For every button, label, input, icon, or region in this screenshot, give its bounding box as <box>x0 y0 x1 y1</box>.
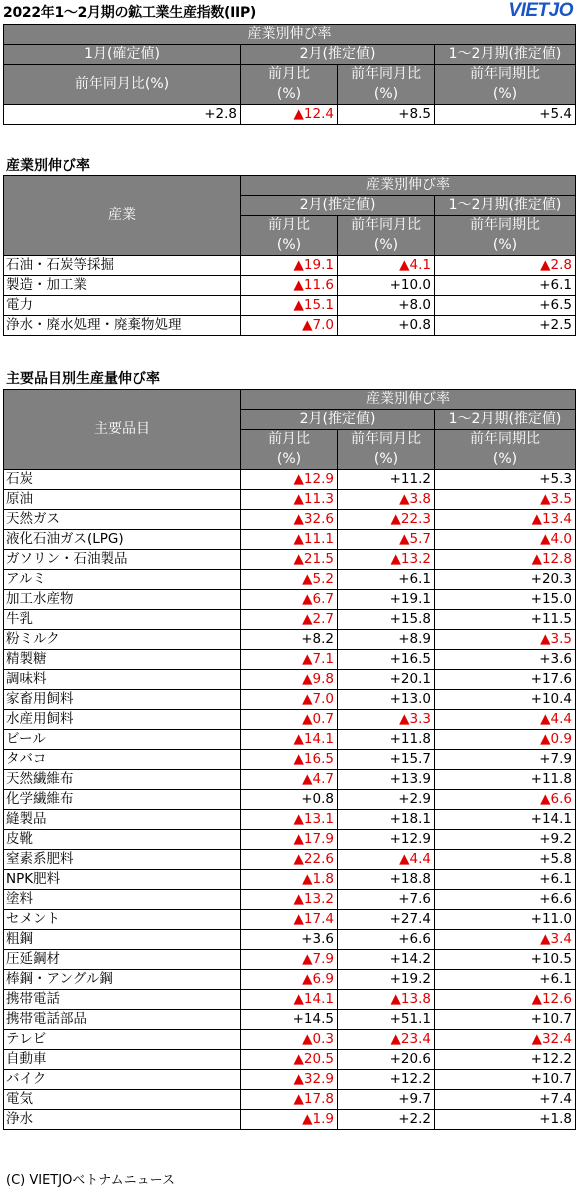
table-row <box>4 710 576 730</box>
table-row <box>4 490 576 510</box>
value-cell: ▲3.5 <box>435 490 576 510</box>
value-cell: +8.2 <box>241 630 338 650</box>
row-label: ガソリン・石油製品 <box>4 550 241 570</box>
sub-header-unit: (%) <box>435 85 576 105</box>
row-label: 窒素系肥料 <box>4 850 241 870</box>
table-row <box>4 750 576 770</box>
value-cell: +9.2 <box>435 830 576 850</box>
table-row <box>4 610 576 630</box>
value-cell: +15.0 <box>435 590 576 610</box>
row-label: 調味料 <box>4 670 241 690</box>
value-cell: ▲22.3 <box>338 510 435 530</box>
value-cell: +16.5 <box>338 650 435 670</box>
value-cell: +8.0 <box>338 296 435 316</box>
table-row <box>4 530 576 550</box>
row-label: 携帯電話部品 <box>4 1010 241 1030</box>
value-cell: +10.4 <box>435 690 576 710</box>
col-header-jan-feb: 1～2月期(推定値) <box>435 45 576 65</box>
value-cell: +2.8 <box>4 105 241 125</box>
row-label: 家畜用飼料 <box>4 690 241 710</box>
value-cell: +8.5 <box>338 105 435 125</box>
table-row <box>4 830 576 850</box>
value-cell: ▲23.4 <box>338 1030 435 1050</box>
vietjo-logo: VIETJO <box>508 0 573 21</box>
page-title: 2022年1～2月期の鉱工業生産指数(IIP) <box>3 5 257 21</box>
row-label: 電力 <box>4 296 241 316</box>
sub-header-unit: (%) <box>338 85 435 105</box>
table-row <box>4 630 576 650</box>
value-cell: ▲4.4 <box>435 710 576 730</box>
value-cell: ▲22.6 <box>241 850 338 870</box>
row-label: 牛乳 <box>4 610 241 630</box>
sub-header-yoy-jan: 前年同月比(%) <box>4 65 241 105</box>
value-cell: ▲6.6 <box>435 790 576 810</box>
value-cell: ▲0.7 <box>241 710 338 730</box>
value-cell: ▲4.1 <box>338 256 435 276</box>
table-header-top: 産業別伸び率 <box>241 390 576 410</box>
value-cell: +2.2 <box>338 1110 435 1130</box>
table-row <box>4 1050 576 1070</box>
value-cell: ▲14.1 <box>241 730 338 750</box>
value-cell: ▲6.9 <box>241 970 338 990</box>
value-cell: +14.2 <box>338 950 435 970</box>
value-cell: ▲7.0 <box>241 316 338 336</box>
value-cell: +6.5 <box>435 296 576 316</box>
value-cell: ▲13.2 <box>338 550 435 570</box>
row-label: 加工水産物 <box>4 590 241 610</box>
row-label: 製造・加工業 <box>4 276 241 296</box>
value-cell: +20.3 <box>435 570 576 590</box>
sub-header-unit: (%) <box>241 236 338 256</box>
table-row <box>4 730 576 750</box>
value-cell: +14.5 <box>241 1010 338 1030</box>
table-row <box>4 810 576 830</box>
value-cell: +5.3 <box>435 470 576 490</box>
industry-table <box>3 175 576 336</box>
value-cell: ▲13.8 <box>338 990 435 1010</box>
value-cell: +12.2 <box>338 1070 435 1090</box>
value-cell: +6.1 <box>338 570 435 590</box>
table-row <box>4 890 576 910</box>
value-cell: ▲11.3 <box>241 490 338 510</box>
value-cell: +51.1 <box>338 1010 435 1030</box>
value-cell: +11.5 <box>435 610 576 630</box>
value-cell: +1.8 <box>435 1110 576 1130</box>
value-cell: +13.9 <box>338 770 435 790</box>
value-cell: ▲4.4 <box>338 850 435 870</box>
value-cell: ▲13.2 <box>241 890 338 910</box>
table-row <box>4 1030 576 1050</box>
table-row <box>4 550 576 570</box>
value-cell: ▲3.4 <box>435 930 576 950</box>
sub-header-yoy: 前年同月比 <box>338 216 435 236</box>
table-row <box>4 670 576 690</box>
table-row <box>4 1070 576 1090</box>
table-row <box>4 790 576 810</box>
value-cell: +10.0 <box>338 276 435 296</box>
value-cell: ▲5.2 <box>241 570 338 590</box>
sub-header-unit: (%) <box>338 236 435 256</box>
value-cell: +6.1 <box>435 870 576 890</box>
table-row <box>4 1090 576 1110</box>
row-label: 化学繊維布 <box>4 790 241 810</box>
value-cell: +8.9 <box>338 630 435 650</box>
value-cell: ▲17.8 <box>241 1090 338 1110</box>
col-header-feb: 2月(推定値) <box>241 410 435 430</box>
row-label: NPK肥料 <box>4 870 241 890</box>
value-cell: ▲2.7 <box>241 610 338 630</box>
sub-header-ytd: 前年同期比 <box>435 65 576 85</box>
copyright-footer: (C) VIETJOベトナムニュース <box>6 1173 176 1188</box>
value-cell: ▲12.8 <box>435 550 576 570</box>
value-cell: +6.6 <box>338 930 435 950</box>
value-cell: +0.8 <box>338 316 435 336</box>
row-label: 天然ガス <box>4 510 241 530</box>
value-cell: ▲14.1 <box>241 990 338 1010</box>
table-row <box>4 1010 576 1030</box>
col-header-jan-feb: 1～2月期(推定値) <box>435 410 576 430</box>
table-row <box>4 256 576 276</box>
col-header-jan-feb: 1～2月期(推定値) <box>435 196 576 216</box>
value-cell: ▲17.4 <box>241 910 338 930</box>
value-cell: +7.9 <box>435 750 576 770</box>
value-cell: ▲32.6 <box>241 510 338 530</box>
sub-header-ytd: 前年同期比 <box>435 216 576 236</box>
row-label: 携帯電話 <box>4 990 241 1010</box>
value-cell: +5.8 <box>435 850 576 870</box>
value-cell: ▲15.1 <box>241 296 338 316</box>
table-row <box>4 850 576 870</box>
row-label: 天然繊維布 <box>4 770 241 790</box>
summary-table <box>3 24 576 125</box>
row-label: 浄水 <box>4 1110 241 1130</box>
value-cell: ▲19.1 <box>241 256 338 276</box>
value-cell: ▲12.4 <box>241 105 338 125</box>
value-cell: ▲11.6 <box>241 276 338 296</box>
value-cell: ▲13.1 <box>241 810 338 830</box>
value-cell: ▲1.8 <box>241 870 338 890</box>
value-cell: +10.5 <box>435 950 576 970</box>
sub-header-ytd: 前年同期比 <box>435 430 576 450</box>
items-table <box>3 389 576 1130</box>
table-row <box>4 910 576 930</box>
value-cell: ▲5.7 <box>338 530 435 550</box>
value-cell: +11.8 <box>435 770 576 790</box>
value-cell: +14.1 <box>435 810 576 830</box>
row-label: 原油 <box>4 490 241 510</box>
table-row <box>4 650 576 670</box>
table-row <box>4 316 576 336</box>
value-cell: ▲9.8 <box>241 670 338 690</box>
value-cell: +6.6 <box>435 890 576 910</box>
table-row <box>4 770 576 790</box>
value-cell: +13.0 <box>338 690 435 710</box>
row-label-header: 産業 <box>4 176 241 256</box>
row-label: 液化石油ガス(LPG) <box>4 530 241 550</box>
value-cell: +20.6 <box>338 1050 435 1070</box>
value-cell: ▲21.5 <box>241 550 338 570</box>
table-row <box>4 296 576 316</box>
value-cell: ▲32.9 <box>241 1070 338 1090</box>
value-cell: +9.7 <box>338 1090 435 1110</box>
col-header-feb: 2月(推定値) <box>241 196 435 216</box>
row-label: 棒鋼・アングル鋼 <box>4 970 241 990</box>
value-cell: ▲13.4 <box>435 510 576 530</box>
value-cell: +3.6 <box>435 650 576 670</box>
value-cell: ▲16.5 <box>241 750 338 770</box>
table-row <box>4 1110 576 1130</box>
row-label: アルミ <box>4 570 241 590</box>
table-header-top: 産業別伸び率 <box>241 176 576 196</box>
value-cell: ▲32.4 <box>435 1030 576 1050</box>
row-label: 縫製品 <box>4 810 241 830</box>
value-cell: +15.8 <box>338 610 435 630</box>
row-label: 粉ミルク <box>4 630 241 650</box>
value-cell: +3.6 <box>241 930 338 950</box>
value-cell: ▲0.3 <box>241 1030 338 1050</box>
row-label: 粗鋼 <box>4 930 241 950</box>
value-cell: ▲3.5 <box>435 630 576 650</box>
value-cell: +27.4 <box>338 910 435 930</box>
value-cell: +7.6 <box>338 890 435 910</box>
row-label: セメント <box>4 910 241 930</box>
row-label: ビール <box>4 730 241 750</box>
table-row <box>4 276 576 296</box>
value-cell: +18.1 <box>338 810 435 830</box>
value-cell: +18.8 <box>338 870 435 890</box>
row-label: 自動車 <box>4 1050 241 1070</box>
table-row <box>4 870 576 890</box>
value-cell: +11.0 <box>435 910 576 930</box>
value-cell: +2.5 <box>435 316 576 336</box>
table-row <box>4 950 576 970</box>
section-title-industry: 産業別伸び率 <box>6 158 90 174</box>
value-cell: ▲7.9 <box>241 950 338 970</box>
row-label: 石油・石炭等採掘 <box>4 256 241 276</box>
value-cell: +12.2 <box>435 1050 576 1070</box>
value-cell: +15.7 <box>338 750 435 770</box>
table-row <box>4 590 576 610</box>
value-cell: ▲4.0 <box>435 530 576 550</box>
value-cell: +5.4 <box>435 105 576 125</box>
value-cell: +12.9 <box>338 830 435 850</box>
value-cell: ▲12.9 <box>241 470 338 490</box>
table-row <box>4 570 576 590</box>
value-cell: ▲7.1 <box>241 650 338 670</box>
row-label: 圧延鋼材 <box>4 950 241 970</box>
value-cell: ▲17.9 <box>241 830 338 850</box>
col-header-feb: 2月(推定値) <box>241 45 435 65</box>
value-cell: +0.8 <box>241 790 338 810</box>
value-cell: +6.1 <box>435 276 576 296</box>
sub-header-yoy: 前年同月比 <box>338 430 435 450</box>
value-cell: +19.1 <box>338 590 435 610</box>
sub-header-unit: (%) <box>435 236 576 256</box>
table-row <box>4 990 576 1010</box>
table-row <box>4 930 576 950</box>
row-label: 電気 <box>4 1090 241 1110</box>
row-label: バイク <box>4 1070 241 1090</box>
value-cell: ▲4.7 <box>241 770 338 790</box>
sub-header-mom: 前月比 <box>241 216 338 236</box>
value-cell: ▲2.8 <box>435 256 576 276</box>
sub-header-mom: 前月比 <box>241 430 338 450</box>
section-title-items: 主要品目別生産量伸び率 <box>6 371 160 387</box>
value-cell: +10.7 <box>435 1010 576 1030</box>
row-label: テレビ <box>4 1030 241 1050</box>
value-cell: +17.6 <box>435 670 576 690</box>
sub-header-unit: (%) <box>338 450 435 470</box>
value-cell: ▲11.1 <box>241 530 338 550</box>
table-row <box>4 470 576 490</box>
col-header-jan: 1月(確定値) <box>4 45 241 65</box>
row-label: 塗料 <box>4 890 241 910</box>
table-header-top: 産業別伸び率 <box>4 25 576 45</box>
row-label: 石炭 <box>4 470 241 490</box>
sub-header-mom: 前月比 <box>241 65 338 85</box>
value-cell: ▲6.7 <box>241 590 338 610</box>
value-cell: +11.8 <box>338 730 435 750</box>
row-label: 皮靴 <box>4 830 241 850</box>
value-cell: +10.7 <box>435 1070 576 1090</box>
value-cell: ▲12.6 <box>435 990 576 1010</box>
value-cell: ▲7.0 <box>241 690 338 710</box>
value-cell: ▲0.9 <box>435 730 576 750</box>
row-label: 精製糖 <box>4 650 241 670</box>
value-cell: ▲1.9 <box>241 1110 338 1130</box>
sub-header-yoy: 前年同月比 <box>338 65 435 85</box>
table-row <box>4 510 576 530</box>
value-cell: ▲3.3 <box>338 710 435 730</box>
value-cell: ▲3.8 <box>338 490 435 510</box>
table-row <box>4 970 576 990</box>
sub-header-unit: (%) <box>241 450 338 470</box>
sub-header-unit: (%) <box>241 85 338 105</box>
value-cell: +20.1 <box>338 670 435 690</box>
sub-header-unit: (%) <box>435 450 576 470</box>
value-cell: ▲20.5 <box>241 1050 338 1070</box>
row-label: タバコ <box>4 750 241 770</box>
value-cell: +2.9 <box>338 790 435 810</box>
value-cell: +11.2 <box>338 470 435 490</box>
value-cell: +19.2 <box>338 970 435 990</box>
table-row <box>4 690 576 710</box>
row-label: 水産用飼料 <box>4 710 241 730</box>
row-label-header: 主要品目 <box>4 390 241 470</box>
row-label: 浄水・廃水処理・廃棄物処理 <box>4 316 241 336</box>
value-cell: +6.1 <box>435 970 576 990</box>
value-cell: +7.4 <box>435 1090 576 1110</box>
